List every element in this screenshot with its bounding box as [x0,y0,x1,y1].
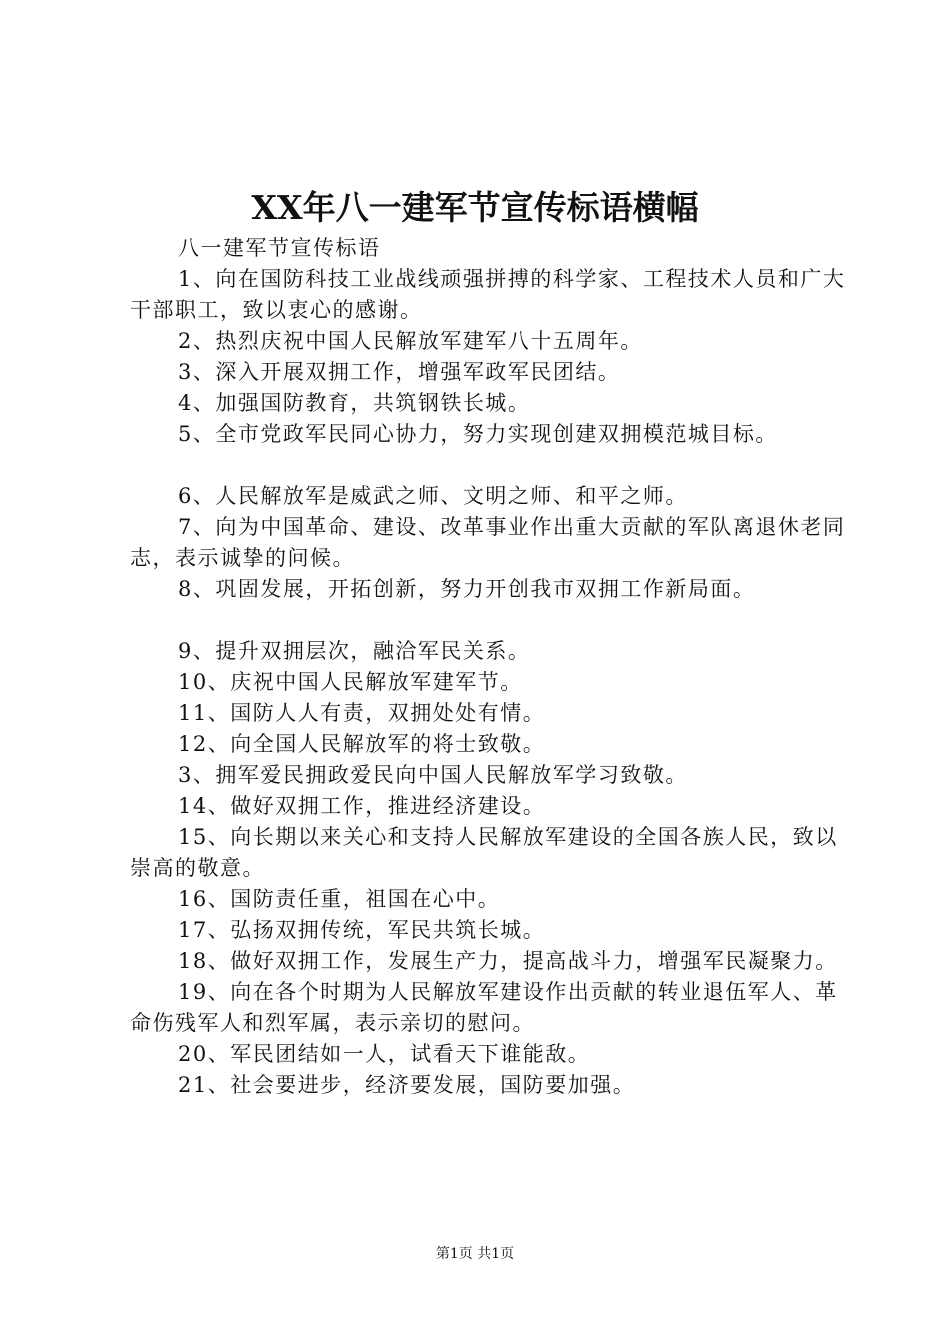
slogan-paragraph: 17、弘扬双拥传统，军民共筑长城。 [178,918,546,942]
slogan-paragraph: 5、全市党政军民同心协力，努力实现创建双拥模范城目标。 [178,422,778,446]
document-body [130,233,850,1101]
slogan-paragraph: 8、巩固发展，开拓创新，努力开创我市双拥工作新局面。 [178,577,756,601]
slogan-paragraph: 7、向为中国革命、建设、改革事业作出重大贡献的军队离退休老同志，表示诚挚的问候。 [130,515,846,570]
slogan-paragraph: 1、向在国防科技工业战线顽强拼搏的科学家、工程技术人员和广大干部职工，致以衷心的感谢。 [130,267,846,322]
slogan-paragraph: 3、深入开展双拥工作，增强军政军民团结。 [178,360,621,384]
slogan-paragraph: 4、加强国防教育，共筑钢铁长城。 [178,391,531,415]
slogan-paragraph: 18、做好双拥工作，发展生产力，提高战斗力，增强军民凝聚力。 [178,949,838,973]
document-subtitle: 八一建军节宣传标语 [178,236,381,260]
slogan-paragraph: 12、向全国人民解放军的将士致敬。 [178,732,546,756]
slogan-paragraph: 6、人民解放军是威武之师、文明之师、和平之师。 [178,484,688,508]
slogan-paragraph: 19、向在各个时期为人民解放军建设作出贡献的转业退伍军人、革命伤残军人和烈军属，表示亲切的慰问。 [130,980,838,1035]
slogan-paragraph: 20、军民团结如一人，试看天下谁能敌。 [178,1042,591,1066]
slogan-paragraph: 3、拥军爱民拥政爱民向中国人民解放军学习致敬。 [178,763,688,787]
slogan-paragraph: 9、提升双拥层次，融洽军民关系。 [178,639,531,663]
page-footer: 第1页 共1页 [435,1246,515,1262]
document-title: XX年八一建军节宣传标语横幅 [251,188,699,227]
slogan-paragraph: 15、向长期以来关心和支持人民解放军建设的全国各族人民，致以崇高的敬意。 [130,825,838,880]
slogan-paragraph: 16、国防责任重，祖国在心中。 [178,887,501,911]
slogan-paragraph: 14、做好双拥工作，推进经济建设。 [178,794,546,818]
slogan-paragraph: 10、庆祝中国人民解放军建军节。 [178,670,523,694]
slogan-paragraph: 21、社会要进步，经济要发展，国防要加强。 [178,1073,636,1097]
slogan-paragraph: 11、国防人人有责，双拥处处有情。 [178,701,546,725]
slogan-paragraph: 2、热烈庆祝中国人民解放军建军八十五周年。 [178,329,643,353]
